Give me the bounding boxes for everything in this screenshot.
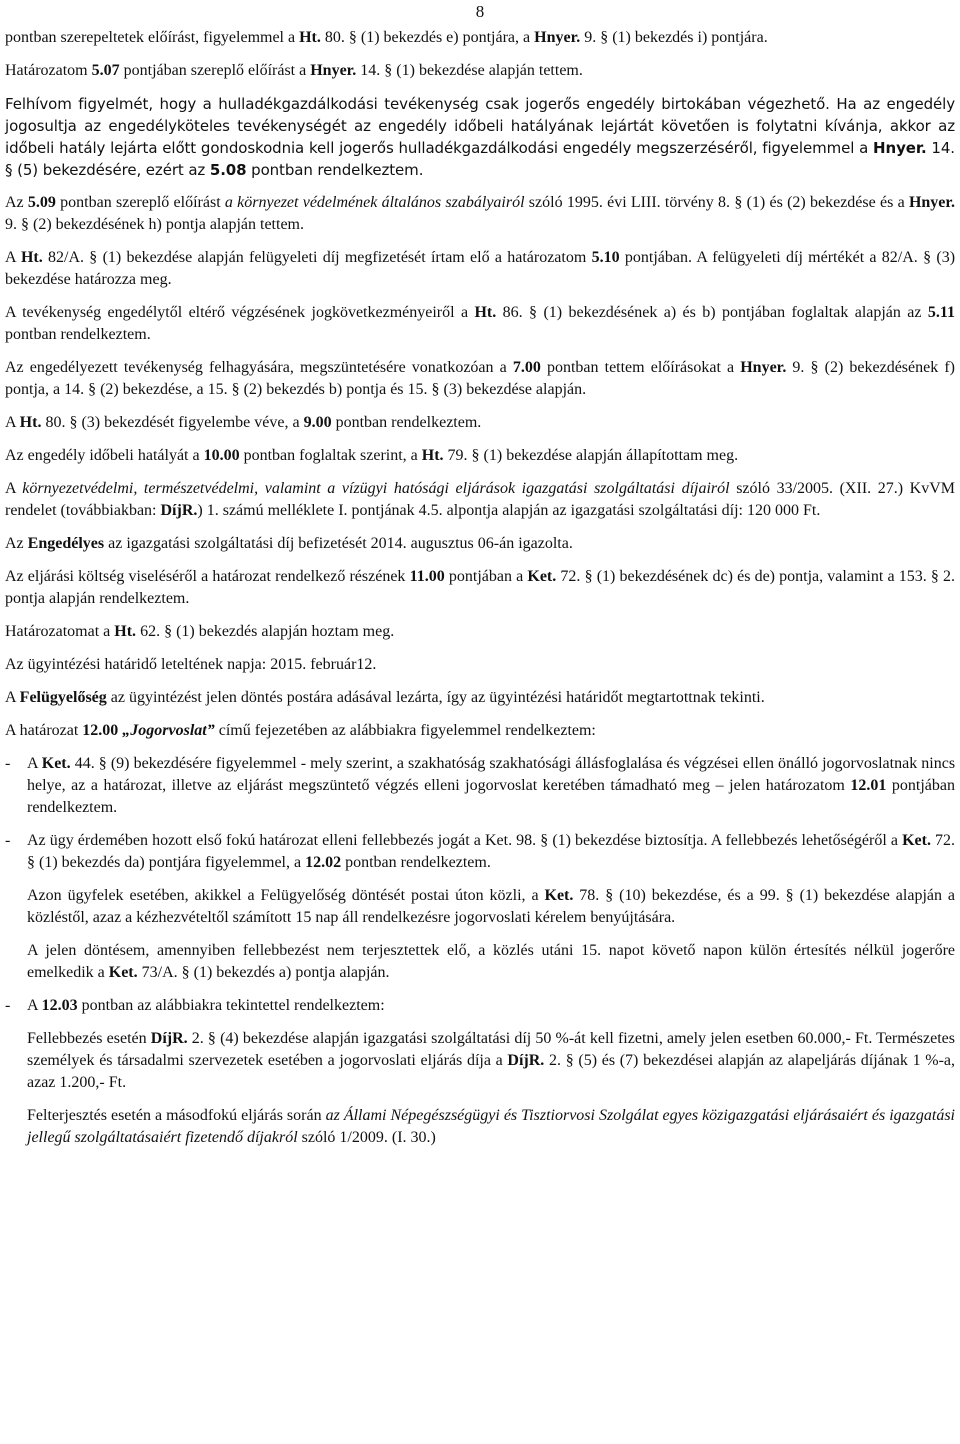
paragraph: Az engedély időbeli hatályát a 10.00 pontban foglaltak szerint, a Ht. 79. § (1) bekezdése alapján állapítottam meg. bbox=[5, 447, 739, 464]
document-body bbox=[5, 27, 955, 1149]
list-item: - A Ket. 44. § (9) bekezdésére figyelemmel - mely szerint, a szakhatóság szakhatósági állásfoglalása és végzései ellen önálló jogorvoslatnak nincs helye, az a határozat, illetve az eljárást megszüntető végzés elleni jogorvoslat keretében támadható meg – jelen határozatom 12.01 pontjában rendelkeztem. bbox=[5, 755, 956, 816]
paragraph: Határozatomat a Ht. 62. § (1) bekezdés alapján hoztam meg. bbox=[5, 623, 395, 640]
list-item-continuation: Azon ügyfelek esetében, akikkel a Felügyelőség döntését postai úton közli, a Ket. 78. § (10) bekezdése, és a 99. § (1) bekezdése alapján a közléstől, azaz a kézhezvételtől számított 15 nap áll rendelkezésre jogorvoslati kérelem benyújtására. bbox=[27, 887, 956, 926]
paragraph: A környezetvédelmi, természetvédelmi, valamint a vízügyi hatósági eljárások igazgatási szolgáltatási díjairól szóló 33/2005. (XII. 27.) KvVM rendelet (továbbiakban: DíjR.) 1. számú melléklete I. pontjának 4.5. alpontja alapján az igazgatási szolgáltatási díj: 120 000 Ft. bbox=[5, 480, 956, 519]
page-number: 8 bbox=[475, 2, 485, 21]
paragraph: pontban szerepeltetek előírást, figyelemmel a Ht. 80. § (1) bekezdés e) pontjára, a Hnyer. 9. § (1) bekezdés i) pontjára. bbox=[5, 29, 768, 46]
paragraph: Az eljárási költség viseléséről a határozat rendelkező részének 11.00 pontjában a Ket. 72. § (1) bekezdésének dc) és de) pontja, valamint a 153. § 2. pontja alapján rendelkeztem. bbox=[5, 568, 956, 607]
paragraph: A Felügyelőség az ügyintézést jelen döntés postára adásával lezárta, így az ügyintézési határidőt megtartottnak tekinti. bbox=[5, 689, 765, 706]
list-item: - Az ügy érdemében hozott első fokú határozat elleni fellebbezés jogát a Ket. 98. § (1) bekezdése biztosítja. A fellebbezés lehetőségéről a Ket. 72. § (1) bekezdés da) pontjára figyelemmel, a 12.02 pontban rendelkeztem. bbox=[5, 832, 956, 871]
list-item-continuation: Felterjesztés esetén a másodfokú eljárás során az Állami Népegészségügyi és Tisztiorvosi Szolgálat egyes közigazgatási eljárásaiért és igazgatási jellegű szolgáltatásaiért fizetendő díjakról szóló 1/2009. (I. 30.) bbox=[27, 1107, 955, 1146]
paragraph: A tevékenység engedélytől eltérő végzésének jogkövetkezményeiről a Ht. 86. § (1) bekezdésének a) és b) pontjában foglaltak alapján az 5.11 pontban rendelkeztem. bbox=[5, 304, 956, 343]
list-dash: - bbox=[5, 997, 11, 1014]
list-dash: - bbox=[5, 755, 11, 772]
list-item-continuation: Fellebbezés esetén DíjR. 2. § (4) bekezdése alapján igazgatási szolgáltatási díj 50 %-át kell fizetni, amely jelen esetben 60.000,- Ft. Természetes személyek és társadalmi szervezetek esetében a jogorvoslati eljárás díja a DíjR. 2. § (5) és (7) bekezdései alapján az alapeljárás díjának 1 %-a, azaz 1.200,- Ft. bbox=[27, 1030, 956, 1091]
list-item: - A 12.03 pontban az alábbiakra tekintettel rendelkeztem: bbox=[5, 995, 955, 1017]
paragraph: Felhívom figyelmét, hogy a hulladékgazdálkodási tevékenység csak jogerős engedély birtokában végezhető. Ha az engedély jogosultja az engedélyköteles tevékenységét az engedély időbeli hatályának lejártát követően is folytatni kívánja, akkor az időbeli hatály lejárta előtt gondoskodnia kell jogerős hulladékgazdálkodási engedély megszerzéséről, figyelemmel a Hnyer. 14. § (5) bekezdésére, ezért az 5.08 pontban rendelkeztem. bbox=[5, 95, 955, 179]
paragraph: Az 5.09 pontban szereplő előírást a környezet védelmének általános szabályairól szóló 1995. évi LIII. törvény 8. § (1) és (2) bekezdése és a Hnyer. 9. § (2) bekezdésének h) pontja alapján tettem. bbox=[5, 194, 956, 233]
paragraph: A határozat 12.00 „Jogorvoslat” című fejezetében az alábbiakra figyelemmel rendelkeztem: bbox=[5, 722, 596, 739]
paragraph: Az engedélyezett tevékenység felhagyására, megszüntetésére vonatkozóan a 7.00 pontban tettem előírásokat a Hnyer. 9. § (2) bekezdésének f) pontja, a 14. § (2) bekezdése, a 15. § (2) bekezdés b) pontja és 15. § (3) bekezdése alapján. bbox=[5, 359, 956, 398]
paragraph: Az Engedélyes az igazgatási szolgáltatási díj befizetését 2014. augusztus 06-án igazolta. bbox=[5, 535, 573, 552]
list-dash: - bbox=[5, 832, 11, 849]
paragraph: A Ht. 80. § (3) bekezdését figyelembe véve, a 9.00 pontban rendelkeztem. bbox=[5, 414, 482, 431]
paragraph: Határozatom 5.07 pontjában szereplő előírást a Hnyer. 14. § (1) bekezdése alapján tettem. bbox=[5, 62, 583, 79]
paragraph: A Ht. 82/A. § (1) bekezdése alapján felügyeleti díj megfizetését írtam elő a határozatom 5.10 pontjában. A felügyeleti díj mértékét a 82/A. § (3) bekezdése határozza meg. bbox=[5, 249, 956, 288]
list-item-continuation: A jelen döntésem, amennyiben fellebbezést nem terjesztettek elő, a közlés utáni 15. napot követő napon külön értesítés nélkül jogerőre emelkedik a Ket. 73/A. § (1) bekezdés a) pontja alapján. bbox=[27, 942, 955, 981]
paragraph: Az ügyintézési határidő leteltének napja: 2015. február12. bbox=[5, 656, 377, 673]
